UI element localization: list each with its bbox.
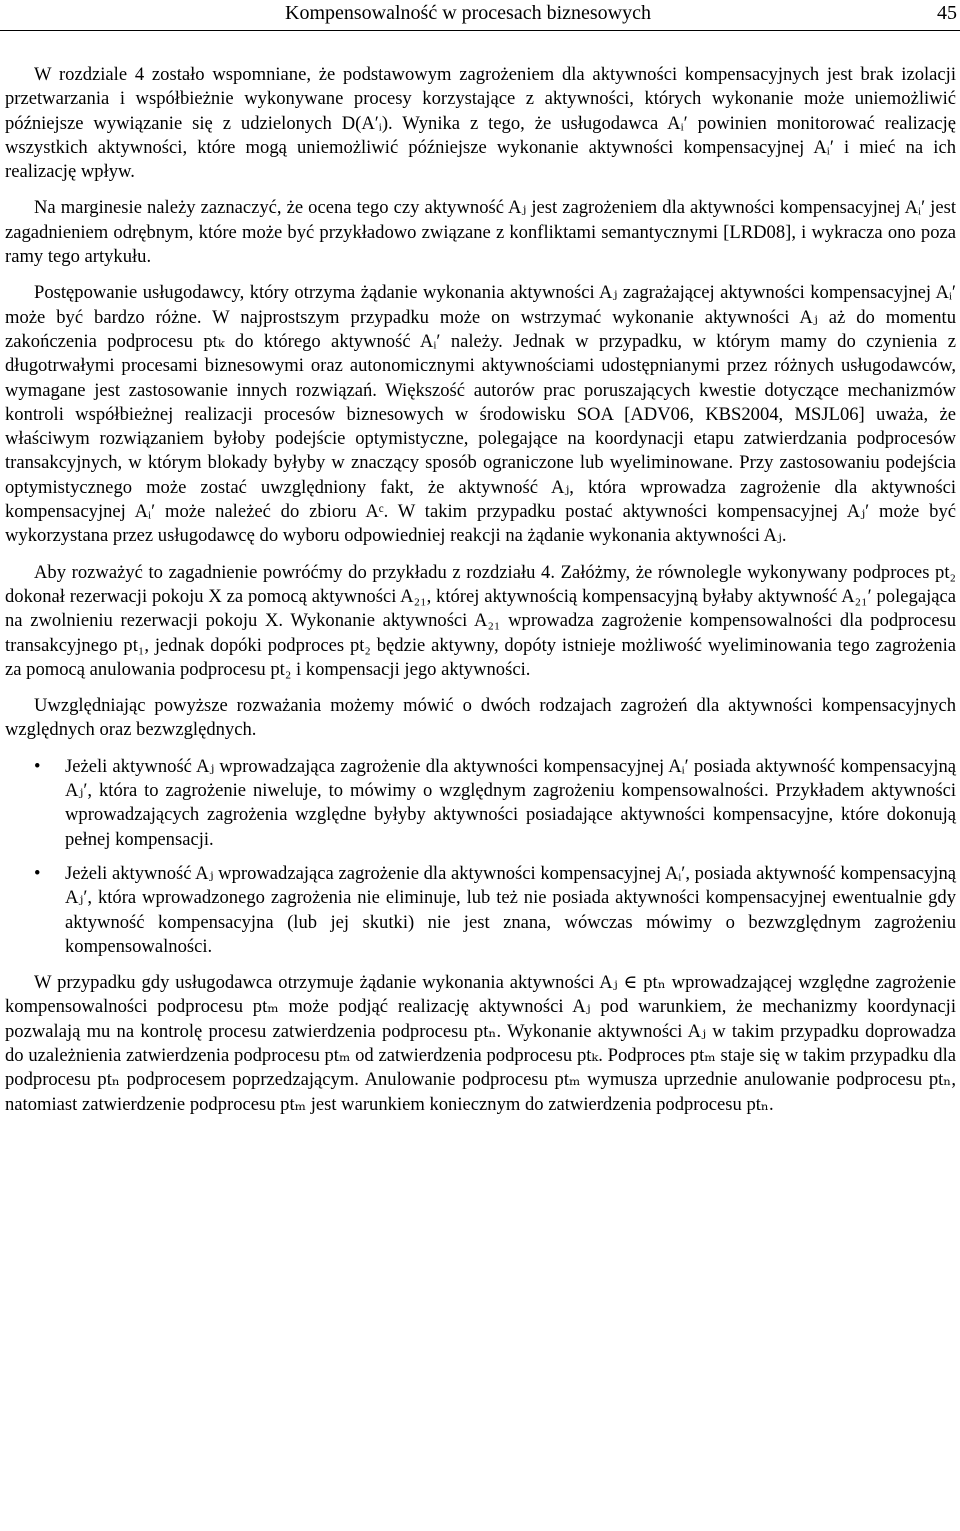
paragraph-3: Postępowanie usługodawcy, który otrzyma żądanie wykonania aktywności Aⱼ zagrażającej aktywności kompensacyjnej Aᵢ′ może być bardzo różne. W najprostszym przypadku może on wstrzymać wykonanie aktywności Aⱼ aż do momentu zakończenia podprocesu ptₖ do którego aktywność Aᵢ′ należy. Jednak w przypadku, w którym mamy do czynienia z długotrwałymi procesami biznesowymi oraz autonomicznymi aktywnościami udostępnianymi przez różnych usługodawców, wymagane jest zastosowanie innych rozwiązań. Większość autorów prac poruszających kwestie dotyczące mechanizmów kontroli współbieżnej realizacji procesów biznesowych w środowisku SOA [ADV06, KBS2004, MSJL06] uważa, że właściwym rozwiązaniem byłoby podejście optymistyczne, polegające na koordynacji etapu zatwierdzania podprocesów transakcyjnych, w którym blokady byłyby w znaczący sposób ograniczone lub wyeliminowane. Przy zastosowaniu podejścia optymistycznego może zostać uwzględniony fakt, że aktywność Aⱼ, która wprowadza zagrożenie dla aktywności kompensacyjnej Aᵢ′ może należeć do zbioru Aᶜ. W takim przypadku postać aktywności kompensacyjnej Aⱼ′ może być wykorzystana przez usługodawcę do wyboru odpowiedniej reakcji na żądanie wykonania aktywności Aⱼ. (5, 282, 956, 547)
list-item (5, 755, 956, 852)
bullet-text-relative: Jeżeli aktywność Aⱼ wprowadzająca zagrożenie dla aktywności kompensacyjnej Aᵢ′ posiada aktywność kompensacyjną Aⱼ′, która to zagrożenie niweluje, to mówimy o względnym zagrożeniu kompensowalności. Przykładem aktywności wprowadzających zagrożenia względne byłyby aktywności posiadające aktywności kompensacyjne, które dokonują pełnej kompensacji. (65, 755, 956, 850)
bullet-list (5, 755, 956, 959)
bullet-icon: • (34, 862, 41, 884)
page-header (0, 0, 960, 31)
bullet-icon: • (34, 755, 41, 777)
page-number: 45 (937, 2, 957, 24)
bullet-text-absolute: Jeżeli aktywność Aⱼ wprowadzająca zagrożenie dla aktywności kompensacyjnej Aᵢ′, posiada aktywność kompensacyjną Aⱼ′, która wprowadzonego zagrożenia nie eliminuje, lub też nie posiada aktywności kompensacyjnej ewentualnie gdy aktywność kompensacyjna (lub jej skutki) nie jest znana, wówczas mówimy o bezwzględnym zagrożeniu kompensowalności. (65, 862, 956, 957)
paragraph-4: Aby rozważyć to zagadnienie powróćmy do przykładu z rozdziału 4. Załóżmy, że równolegle wykonywany podproces pt₂ dokonał rezerwacji pokoju X za pomocą aktywności A₂₁, której aktywnością kompensacyjną byłaby aktywność A₂₁′ polegająca na zwolnieniu rezerwacji pokoju X. Wykonanie aktywności A₂₁ wprowadza zagrożenie kompensowalności dla podprocesu transakcyjnego pt₁, jednak dopóki podproces pt₂ będzie aktywny, dopóty istnieje możliwość wyeliminowania tego zagrożenia za pomocą anulowania podprocesu pt₂ i kompensacji jego aktywności. (5, 561, 956, 680)
running-title: Kompensowalność w procesach biznesowych (285, 2, 652, 24)
paragraph-5: Uwzględniając powyższe rozważania możemy mówić o dwóch rodzajach zagrożeń dla aktywności kompensacyjnych względnych oraz bezwzględnych. (5, 695, 956, 741)
list-item (5, 862, 956, 959)
paragraph-2: Na marginesie należy zaznaczyć, że ocena tego czy aktywność Aⱼ jest zagrożeniem dla aktywności kompensacyjnej Aᵢ′ jest zagadnieniem odrębnym, które może być przykładowo związane z konfliktami semantycznymi [LRD08], i wykracza ono poza ramy tego artykułu. (5, 197, 956, 268)
body-text (5, 63, 956, 1129)
paragraph-final: W przypadku gdy usługodawca otrzymuje żądanie wykonania aktywności Aⱼ ∈ ptₙ wprowadzającej względne zagrożenie kompensowalności podprocesu ptₘ może podjąć realizację aktywności Aⱼ pod warunkiem, że mechanizmy koordynacji pozwalają mu na kontrolę procesu zatwierdzenia podprocesu ptₙ. Wykonanie aktywności Aⱼ w takim przypadku doprowadza do uzależnienia zatwierdzenia podprocesu ptₘ od zatwierdzenia podprocesu ptₖ. Podproces ptₘ staje się w takim przypadku dla podprocesu ptₙ podprocesem poprzedzającym. Anulowanie podprocesu ptₘ wymusza uprzednie anulowanie podprocesu ptₙ, natomiast zatwierdzenie podprocesu ptₘ jest warunkiem koniecznym do zatwierdzenia podprocesu ptₙ. (5, 972, 956, 1115)
paragraph-1: W rozdziale 4 zostało wspomniane, że podstawowym zagrożeniem dla aktywności kompensacyjnych jest brak izolacji przetwarzania i współbieżnie wykonywane procesy korzystające z aktywności, których wykonanie może uniemożliwić późniejsze wywiązanie się z udzielonych D(A′ᵢ). Wynika z tego, że usługodawca Aᵢ′ powinien monitorować realizację wszystkich aktywności, które mogą uniemożliwić późniejsze wykonanie aktywności kompensacyjnej Aᵢ′ i mieć na ich realizację wpływ. (5, 64, 956, 183)
